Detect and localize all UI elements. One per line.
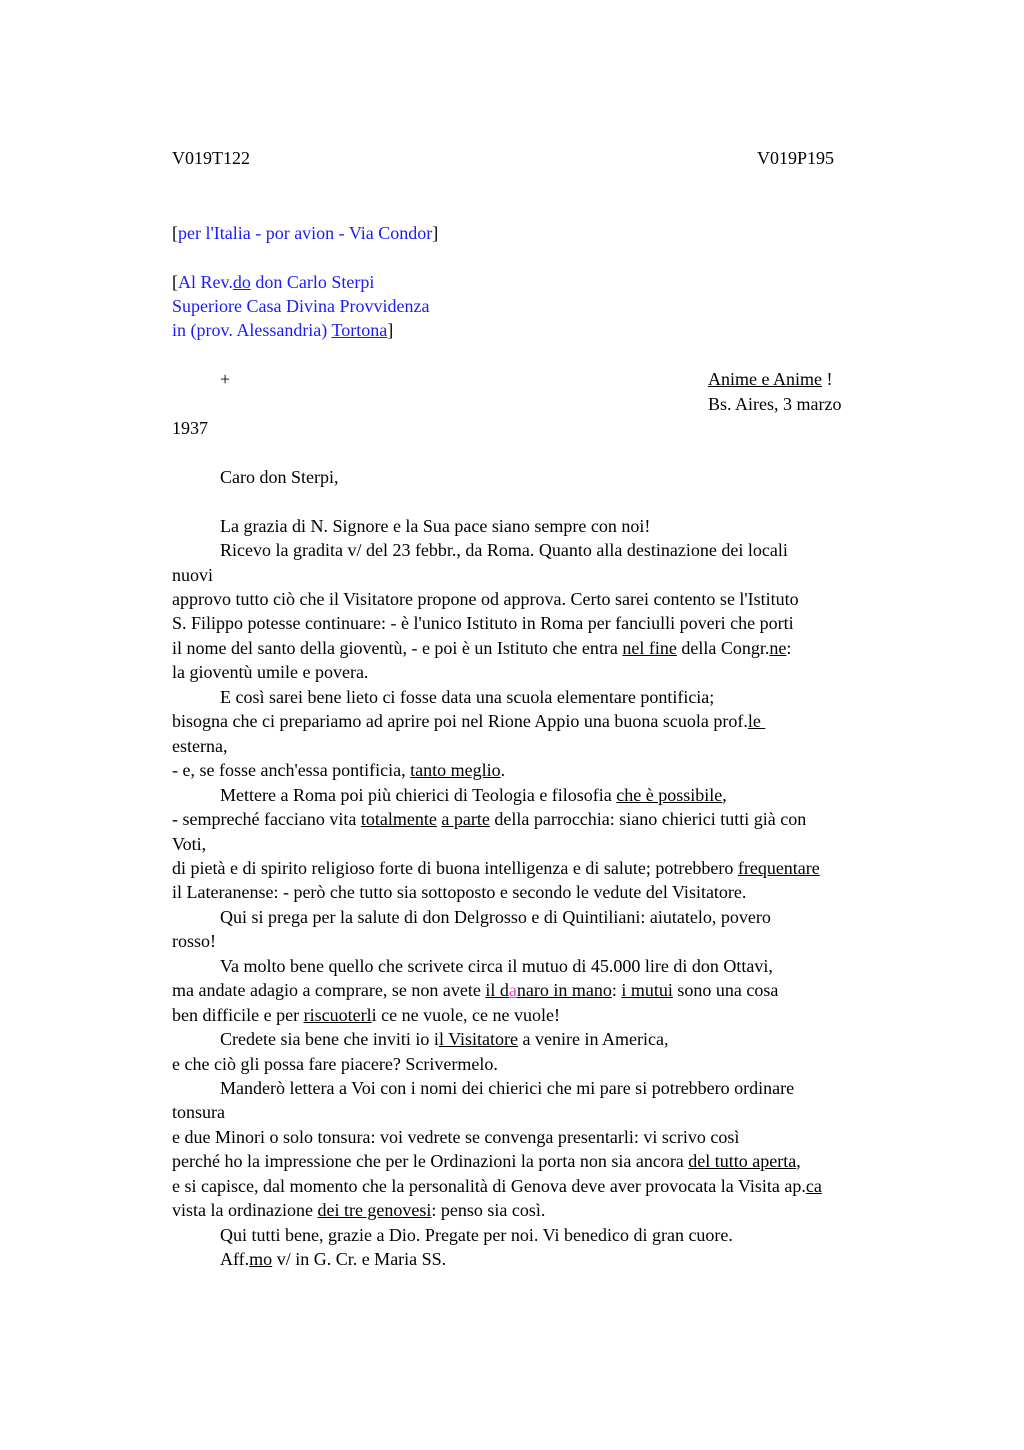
body-line [172,1198,545,1222]
body-line: La grazia di N. Signore e la Sua pace siano sempre con noi! [220,516,651,536]
cross-mark: + [220,369,231,389]
airmail-text: per l'Italia - por avion - Via Condor [178,223,433,243]
body-line: E così sarei bene lieto ci fosse data una scuola elementare pontificia; [220,687,715,707]
highlighted-letter: a [508,980,517,1000]
underlined-text: l Visitatore [438,1029,519,1049]
text: . [500,760,506,780]
airmail-note [172,221,438,245]
underlined-text: frequentare [737,858,820,878]
body-line [172,709,765,733]
motto-exclamation: ! [821,369,833,389]
body-line: Ricevo la gradita v/ del 23 febbr., da Roma. Quanto alla destinazione dei locali [220,540,788,560]
text: a venire in America, [518,1029,669,1049]
body-line: rosso! [172,931,216,951]
body-line [220,1027,668,1051]
address-line-1 [172,270,374,294]
underlined-text: ca [805,1176,822,1196]
underlined-text: totalmente [360,809,437,829]
underlined-text: dei tre genovesi [317,1200,432,1220]
body-line: Qui tutti bene, grazie a Dio. Pregate per noi. Vi benedico di gran cuore. [220,1225,733,1245]
bracket-close: ] [432,223,439,243]
text: Credete sia bene che inviti io i [220,1029,439,1049]
text: di pietà e di spirito religioso forte di buona intelligenza e di salute; potrebbero [172,858,738,878]
text: : [786,638,792,658]
address-city: Tortona [331,320,388,340]
text: Aff. [220,1249,250,1269]
text: v/ in G. Cr. e Maria SS. [272,1249,447,1269]
text: della parrocchia: siano chierici tutti già con [489,809,807,829]
text: ben difficile e per [172,1005,304,1025]
body-line: S. Filippo potesse continuare: - è l'unico Istituto in Roma per fanciulli poveri che porti [172,613,794,633]
year: 1937 [172,418,208,438]
body-line [172,1003,560,1027]
address-text-underlined: do [232,272,251,292]
body-line: la gioventù umile e povera. [172,662,369,682]
body-line: tonsura [172,1102,225,1122]
text: , [722,785,727,805]
header-left-code: V019T122 [172,148,250,168]
address-text: in (prov. Alessandria) [172,320,332,340]
address-line-3 [172,318,393,342]
closing-line [220,1247,446,1271]
body-line [172,807,806,831]
text: , [796,1151,801,1171]
body-line [172,856,820,880]
body-line: Qui si prega per la salute di don Delgrosso e di Quintiliani: aiutatelo, povero [220,907,771,927]
underlined-text: riscuoterl [303,1005,372,1025]
underlined-text: tanto meglio [410,760,501,780]
bracket-close: ] [387,320,394,340]
text: : penso sia così. [431,1200,546,1220]
body-line: e che ciò gli possa fare piacere? Scrivermelo. [172,1054,498,1074]
text: e si capisce, dal momento che la personalità di Genova deve aver provocata la Visita ap. [172,1176,806,1196]
address-line-2: Superiore Casa Divina Provvidenza [172,296,430,316]
body-line [172,758,505,782]
underlined-text: le [747,711,766,731]
text: il nome del santo della gioventù, - e poi è un Istituto che entra [172,638,623,658]
text: ma andate adagio a comprare, se non avete [172,980,486,1000]
salutation: Caro don Sterpi, [220,467,339,487]
bracket-open: [ [172,272,178,292]
text: sono una cosa [672,980,779,1000]
text: vista la ordinazione [172,1200,318,1220]
underlined-text: nel fine [622,638,677,658]
address-text: don Carlo Sterpi [250,272,375,292]
text: perché ho la impressione che per le Ordinazioni la porta non sia ancora [172,1151,689,1171]
body-line: Manderò lettera a Voi con i nomi dei chierici che mi pare si potrebbero ordinare [220,1078,795,1098]
text: i ce ne vuole, ce ne vuole! [371,1005,561,1025]
motto [708,367,832,391]
address-text: Al Rev. [178,272,233,292]
place-date: Bs. Aires, 3 marzo [708,394,842,414]
underlined-text: il d [485,980,509,1000]
text: - sempreché facciano vita [172,809,361,829]
underlined-text: che è possibile [616,785,723,805]
underlined-text: i mutui [621,980,673,1000]
underlined-text: a parte [441,809,490,829]
text: : [611,980,622,1000]
text: Mettere a Roma poi più chierici di Teologia e filosofia [220,785,617,805]
body-line: nuovi [172,565,214,585]
text: della Congr. [676,638,770,658]
body-line: approvo tutto ciò che il Visitatore propone od approva. Certo sarei contento se l'Istituto [172,589,799,609]
body-line [172,1174,822,1198]
bracket-open: [ [172,223,178,243]
body-line: Voti, [172,834,207,854]
underlined-text: mo [249,1249,273,1269]
body-line: esterna, [172,736,228,756]
text: - e, se fosse anch'essa pontificia, [172,760,411,780]
motto-text: Anime e Anime [708,369,822,389]
underlined-text: del tutto aperta [688,1151,797,1171]
body-line: il Lateranense: - però che tutto sia sottoposto e secondo le vedute del Visitatore. [172,882,747,902]
header-right-code: V019P195 [757,148,835,168]
body-line [172,978,778,1002]
body-line [172,1149,801,1173]
underlined-text: ne [769,638,787,658]
body-line: Va molto bene quello che scrivete circa il mutuo di 45.000 lire di don Ottavi, [220,956,773,976]
underlined-text: naro in mano [516,980,612,1000]
body-line [172,636,791,660]
body-line: e due Minori o solo tonsura: voi vedrete se convenga presentarli: vi scrivo così [172,1127,740,1147]
text: bisogna che ci prepariamo ad aprire poi nel Rione Appio una buona scuola prof. [172,711,748,731]
body-line [220,783,727,807]
